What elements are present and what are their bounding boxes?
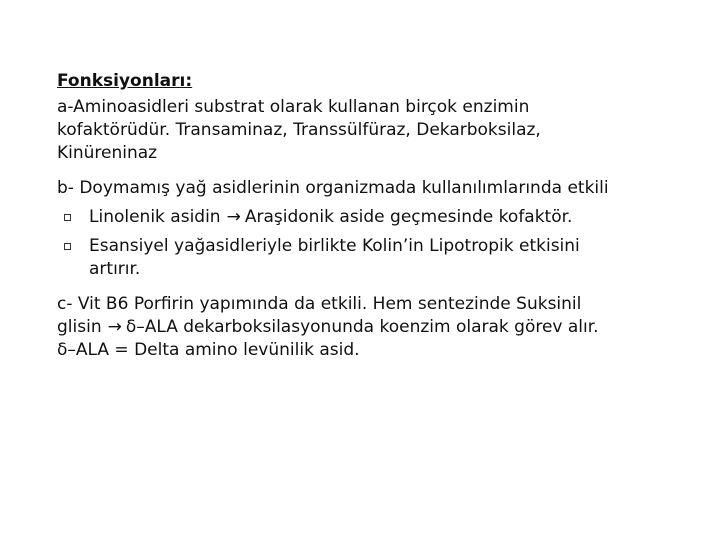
- paragraph-a-line1: a-Aminoasidleri substrat olarak kullanan birçok enzimin: [57, 97, 530, 117]
- bullet-item-linolenic: [57, 206, 677, 229]
- paragraph-b: [57, 177, 677, 281]
- right-arrow-icon: →: [226, 207, 241, 227]
- paragraph-b-intro: b- Doymamış yağ asidlerinin organizmada kullanılımlarında etkili: [57, 178, 609, 198]
- bullet-1-text-before: Linolenik asidin: [89, 207, 221, 227]
- paragraph-a-line3: Kinüreninaz: [57, 143, 158, 163]
- definition-line: δ–ALA = Delta amino levünilik asid.: [57, 340, 360, 360]
- paragraph-a-line2: kofaktörüdür. Transaminaz, Transsülfüraz, Dekarboksilaz,: [57, 120, 541, 140]
- bullet-2-line1: Esansiyel yağasidleriyle birlikte Kolin’in Lipotropik etkisini: [89, 236, 580, 256]
- paragraph-c-text-before: glisin: [57, 317, 102, 337]
- bullet-item-essential-fatty-acids: [57, 235, 677, 281]
- paragraph-a: [57, 96, 677, 165]
- paragraph-c-text-after: δ–ALA dekarboksilasyonunda koenzim olarak görev alır.: [125, 317, 599, 337]
- slide-content: [57, 70, 677, 362]
- functions-heading: Fonksiyonları:: [57, 71, 193, 91]
- right-arrow-icon: →: [107, 317, 122, 337]
- square-bullet-icon: [64, 214, 71, 221]
- paragraph-c: [57, 293, 677, 339]
- paragraph-c-line1: c- Vit B6 Porfirin yapımında da etkili. Hem sentezinde Suksinil: [57, 294, 582, 314]
- bullet-1-text-after: Araşidonik aside geçmesinde kofaktör.: [244, 207, 573, 227]
- square-bullet-icon: [64, 243, 71, 250]
- paragraph-c-line2: [57, 316, 677, 339]
- bullet-2-line2: artırır.: [89, 259, 141, 279]
